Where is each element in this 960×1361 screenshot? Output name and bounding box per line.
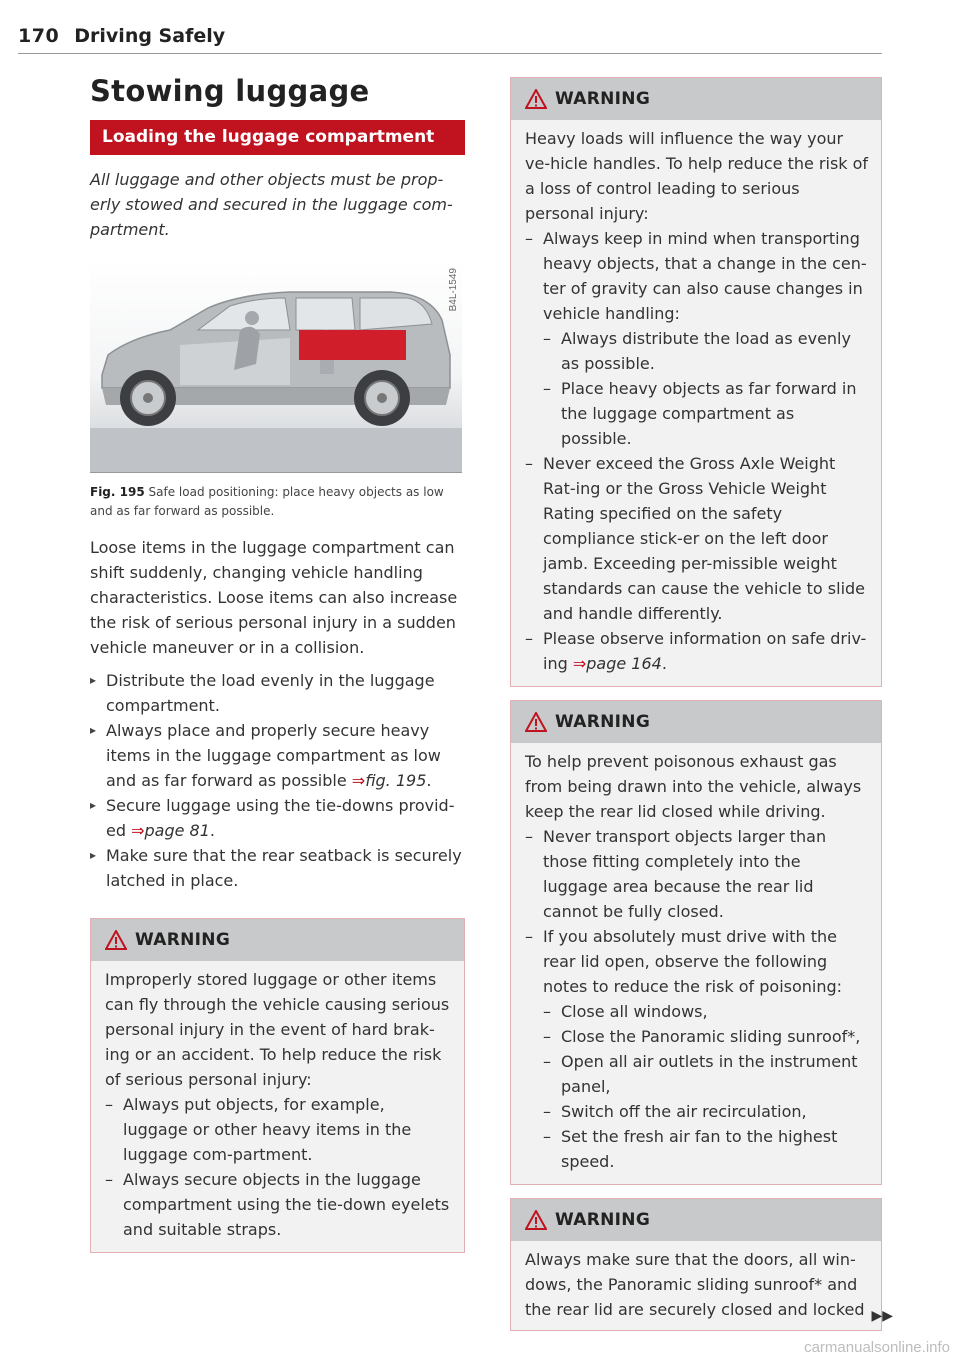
warning-icon <box>525 1210 547 1230</box>
warning-icon <box>525 712 547 732</box>
list-item: ▸ Distribute the load evenly in the luggage compartment. <box>90 668 465 718</box>
list-item: – Always distribute the load as evenly as possible. <box>543 326 869 376</box>
figure-label: Fig. 195 <box>90 485 145 499</box>
page-title: Stowing luggage <box>90 74 370 108</box>
figure-caption-text: Safe load positioning: place heavy objects as low and as far forward as possible. <box>90 485 444 518</box>
list-item: – Always put objects, for example, luggage or other heavy items in the luggage com-partment. <box>105 1092 452 1167</box>
list-item: – Always secure objects in the luggage compartment using the tie-down eyelets and suitable straps. <box>105 1167 452 1242</box>
warning-title: WARNING <box>555 89 651 109</box>
list-item: – Never transport objects larger than those fitting completely into the luggage area because the rear lid cannot be fully closed. <box>525 824 869 924</box>
page-header <box>18 25 882 54</box>
warning-body: Improperly stored luggage or other items can fly through the vehicle causing serious personal injury in the event of hard brak-ing or an accident. To help reduce the risk of serious personal injury: – Always put objects, for example, luggage or other heavy items in the luggage com-partment. – Always secure objects in the luggage compartment using the tie-down eyelets and suitable straps. <box>91 961 464 1252</box>
list-item: – Close the Panoramic sliding sunroof*, <box>543 1024 869 1049</box>
warning-body: Heavy loads will influence the way your ve-hicle handles. To help reduce the risk of a loss of control leading to serious personal injury: – Always keep in mind when transporting heavy objects, that a change in the cen-ter of gravity can also cause changes in vehicle handling: – Always distribute the load as evenly as possible. – Place heavy objects as far forward in the luggage compartment as possible. – Never exceed the Gross Axle Weight Rat-ing or the Gross Vehicle Weight Rating specified on the safety compliance stick-er on the left door jamb. Exceeding per-missible weight standards can cause the vehicle to slide and handle differently. – Please observe information on safe driv-ing ⇒page 164. <box>511 120 881 686</box>
warning-box <box>510 700 882 1185</box>
list-item: – Never exceed the Gross Axle Weight Rat-ing or the Gross Vehicle Weight Rating specified on the safety compliance stick-er on the left door jamb. Exceeding per-missible weight standards can cause the vehicle to slide and handle differently. <box>525 451 869 626</box>
figure-code: B4L-1549 <box>448 268 459 312</box>
list-item: – Open all air outlets in the instrument panel, <box>543 1049 869 1099</box>
warning-icon <box>105 930 127 950</box>
warning-body: To help prevent poisonous exhaust gas from being drawn into the vehicle, always keep the rear lid closed while driving. – Never transport objects larger than those fitting completely into the luggage area because the rear lid cannot be fully closed. – If you absolutely must drive with the rear lid open, observe the following notes to reduce the risk of poisoning: – Close all windows, – Close the Panoramic sliding sunroof*, – Open all air outlets in the instrument panel, – Switch off the air recirculation, – Set the fresh air fan to the highest speed. <box>511 743 881 1184</box>
list-item: – Please observe information on safe driv-ing ⇒page 164. <box>525 626 869 676</box>
intro-text: All luggage and other objects must be prop-erly stowed and secured in the luggage com-partment. <box>90 170 453 239</box>
body-text: Loose items in the luggage compartment can shift suddenly, changing vehicle handling characteristics. Loose items can also increase the risk of serious personal injury in a sudden vehicle maneuver or in a collision. <box>90 538 458 657</box>
list-item: – Place heavy objects as far forward in the luggage compartment as possible. <box>543 376 869 451</box>
page-number: 170 <box>18 25 60 47</box>
list-item: ▸ Always place and properly secure heavy items in the luggage compartment as low and as far forward as possible ⇒fig. 195. <box>90 718 465 793</box>
figure-reference-link[interactable]: fig. 195 <box>365 771 427 790</box>
section-title: Driving Safely <box>74 25 226 47</box>
car-figure <box>90 260 462 473</box>
car-illustration <box>90 260 462 472</box>
right-column <box>510 77 893 1331</box>
warning-header <box>91 919 464 961</box>
page-reference-link[interactable]: page 164 <box>586 654 662 673</box>
warning-body: Always make sure that the doors, all win-dows, the Panoramic sliding sunroof* and the rear lid are securely closed and locked <box>525 1250 865 1319</box>
warning-title: WARNING <box>555 1210 651 1230</box>
warning-title: WARNING <box>135 930 231 950</box>
figure-caption <box>90 483 465 521</box>
list-item: ▸ Secure luggage using the tie-downs provid-ed ⇒page 81. <box>90 793 465 843</box>
warning-box <box>90 918 465 1253</box>
list-item: – If you absolutely must drive with the rear lid open, observe the following notes to reduce the risk of poisoning: – Close all windows, – Close the Panoramic sliding sunroof*, – Open all air outlets in the instrument panel, – Switch off the air recirculation, – Set the fresh air fan to the highest speed. <box>525 924 869 1174</box>
list-item: – Always keep in mind when transporting heavy objects, that a change in the cen-ter of gravity can also cause changes in vehicle handling: – Always distribute the load as evenly as possible. – Place heavy objects as far forward in the luggage compartment as possible. <box>525 226 869 451</box>
list-item: – Set the fresh air fan to the highest speed. <box>543 1124 869 1174</box>
warning-title: WARNING <box>555 712 651 732</box>
page-reference-link[interactable]: page 81 <box>144 821 210 840</box>
warning-box <box>510 1198 893 1331</box>
watermark: carmanualsonline.info <box>804 1339 950 1356</box>
warning-header <box>511 78 881 120</box>
subsection-heading: Loading the luggage compartment <box>90 120 465 155</box>
instruction-list <box>90 668 465 893</box>
warning-header <box>511 701 881 743</box>
list-item: – Close all windows, <box>543 999 869 1024</box>
list-item: – Switch off the air recirculation, <box>543 1099 869 1124</box>
warning-icon <box>525 89 547 109</box>
warning-header <box>511 1199 881 1241</box>
continue-arrow-icon: ▶▶ <box>871 1308 893 1324</box>
warning-box <box>510 77 882 687</box>
luggage-highlight <box>299 330 406 360</box>
list-item: ▸ Make sure that the rear seatback is securely latched in place. <box>90 843 465 893</box>
left-column <box>90 72 465 1253</box>
